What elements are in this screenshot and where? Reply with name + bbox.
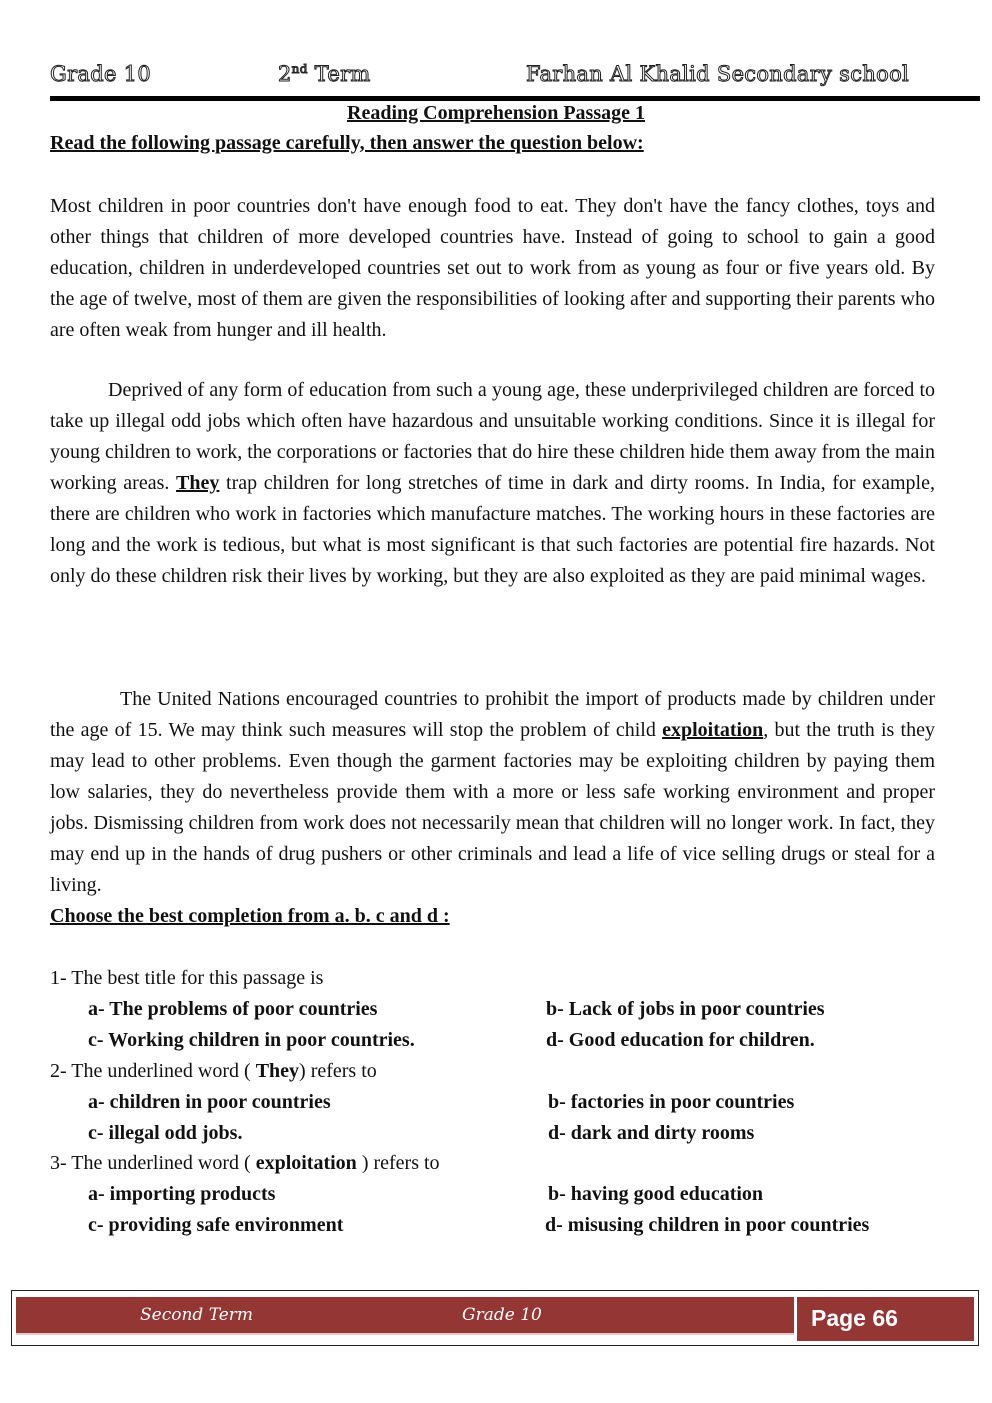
footer-band	[16, 1297, 794, 1335]
header-term-suffix: nd	[291, 62, 308, 76]
question-3-option-d[interactable]: d- misusing children in poor countries	[545, 1214, 870, 1236]
question-2	[50, 1056, 377, 1087]
question-2-keyword: They	[255, 1060, 300, 1082]
questions-heading: Choose the best completion from a. b. c and d :	[50, 905, 450, 927]
p3-text-before: The United Nations encouraged countries to prohibit the import of products made by children under the age of 15. We may think such measures will stop the problem of child	[50, 688, 935, 741]
passage-paragraph-2	[50, 375, 935, 592]
footer-page-box	[797, 1297, 974, 1341]
question-1-option-d[interactable]: d- Good education for children.	[546, 1029, 815, 1051]
question-2-option-b[interactable]: b- factories in poor countries	[548, 1091, 795, 1113]
header-school: Farhan Al Khalid Secondary school	[526, 62, 910, 86]
p3-text-after: , but the truth is they may lead to other problems. Even though the garment factories may be exploiting children by paying them low salaries, they do nevertheless provide them with a more or less safe working environment and proper jobs. Dismissing children from work does not necessarily mean that children will no longer work. In fact, they may end up in the hands of drug pushers or other criminals and lead a life of vice selling drugs or steal for a living.	[50, 719, 935, 896]
page-number: Page 66	[811, 1305, 898, 1331]
question-1-option-a[interactable]: a- The problems of poor countries	[88, 998, 378, 1020]
question-1-option-b[interactable]: b- Lack of jobs in poor countries	[546, 998, 825, 1020]
footer-grade: Grade 10	[462, 1305, 542, 1325]
question-1-text: 1- The best title for this passage is	[50, 967, 324, 989]
passage-paragraph-1: Most children in poor countries don't have enough food to eat. They don't have the fancy clothes, toys and other things that children of more developed countries have. Instead of going to school to gain a good education, children in underdeveloped countries set out to work from as young as four or five years old. By the age of twelve, most of them are given the responsibilities of looking after and supporting their parents who are often weak from hunger and ill health.	[50, 195, 935, 341]
underlined-word-exploitation: exploitation	[662, 719, 764, 741]
header-term-word: Term	[307, 62, 371, 86]
question-1	[50, 963, 323, 994]
p2-text-before: Deprived of any form of education from such a young age, these underprivileged children are forced to take up illegal odd jobs which often have hazardous and unsuitable working conditions. Since it is illegal for young children to work, the corporations or factories that do hire these children hide them away from the main working areas.	[50, 379, 935, 494]
passage-paragraph-3	[50, 684, 935, 901]
question-3	[50, 1148, 440, 1179]
question-3-option-b[interactable]: b- having good education	[548, 1183, 764, 1205]
question-2-prefix: 2- The underlined word (	[50, 1060, 256, 1082]
p2-text-after: trap children for long stretches of time in dark and dirty rooms. In India, for example, there are children who work in factories which manufacture matches. The working hours in these factories are long and the work is tedious, but what is most significant is that such factories are potential fire hazards. Not only do these children risk their lives by working, but they are also exploited as they are paid minimal wages.	[50, 472, 935, 587]
question-2-suffix: ) refers to	[299, 1060, 377, 1082]
footer-term: Second Term	[140, 1305, 254, 1325]
question-1-option-c[interactable]: c- Working children in poor countries.	[88, 1029, 415, 1051]
instruction: Read the following passage carefully, then answer the question below:	[50, 132, 644, 154]
question-3-suffix: ) refers to	[356, 1152, 440, 1174]
header-term-number: 2	[278, 62, 292, 86]
page-header	[50, 62, 980, 94]
question-3-keyword: exploitation	[255, 1152, 357, 1174]
header-grade: Grade 10	[50, 62, 152, 86]
question-3-option-a[interactable]: a- importing products	[88, 1183, 276, 1205]
question-3-prefix: 3- The underlined word (	[50, 1152, 256, 1174]
question-2-option-a[interactable]: a- children in poor countries	[88, 1091, 331, 1113]
header-term	[278, 62, 371, 86]
question-3-option-c[interactable]: c- providing safe environment	[88, 1214, 344, 1236]
header-divider	[50, 96, 980, 101]
question-2-option-d[interactable]: d- dark and dirty rooms	[548, 1122, 755, 1144]
page-title: Reading Comprehension Passage 1	[347, 102, 645, 124]
question-2-option-c[interactable]: c- illegal odd jobs.	[88, 1122, 243, 1144]
underlined-word-they: They	[176, 472, 220, 494]
